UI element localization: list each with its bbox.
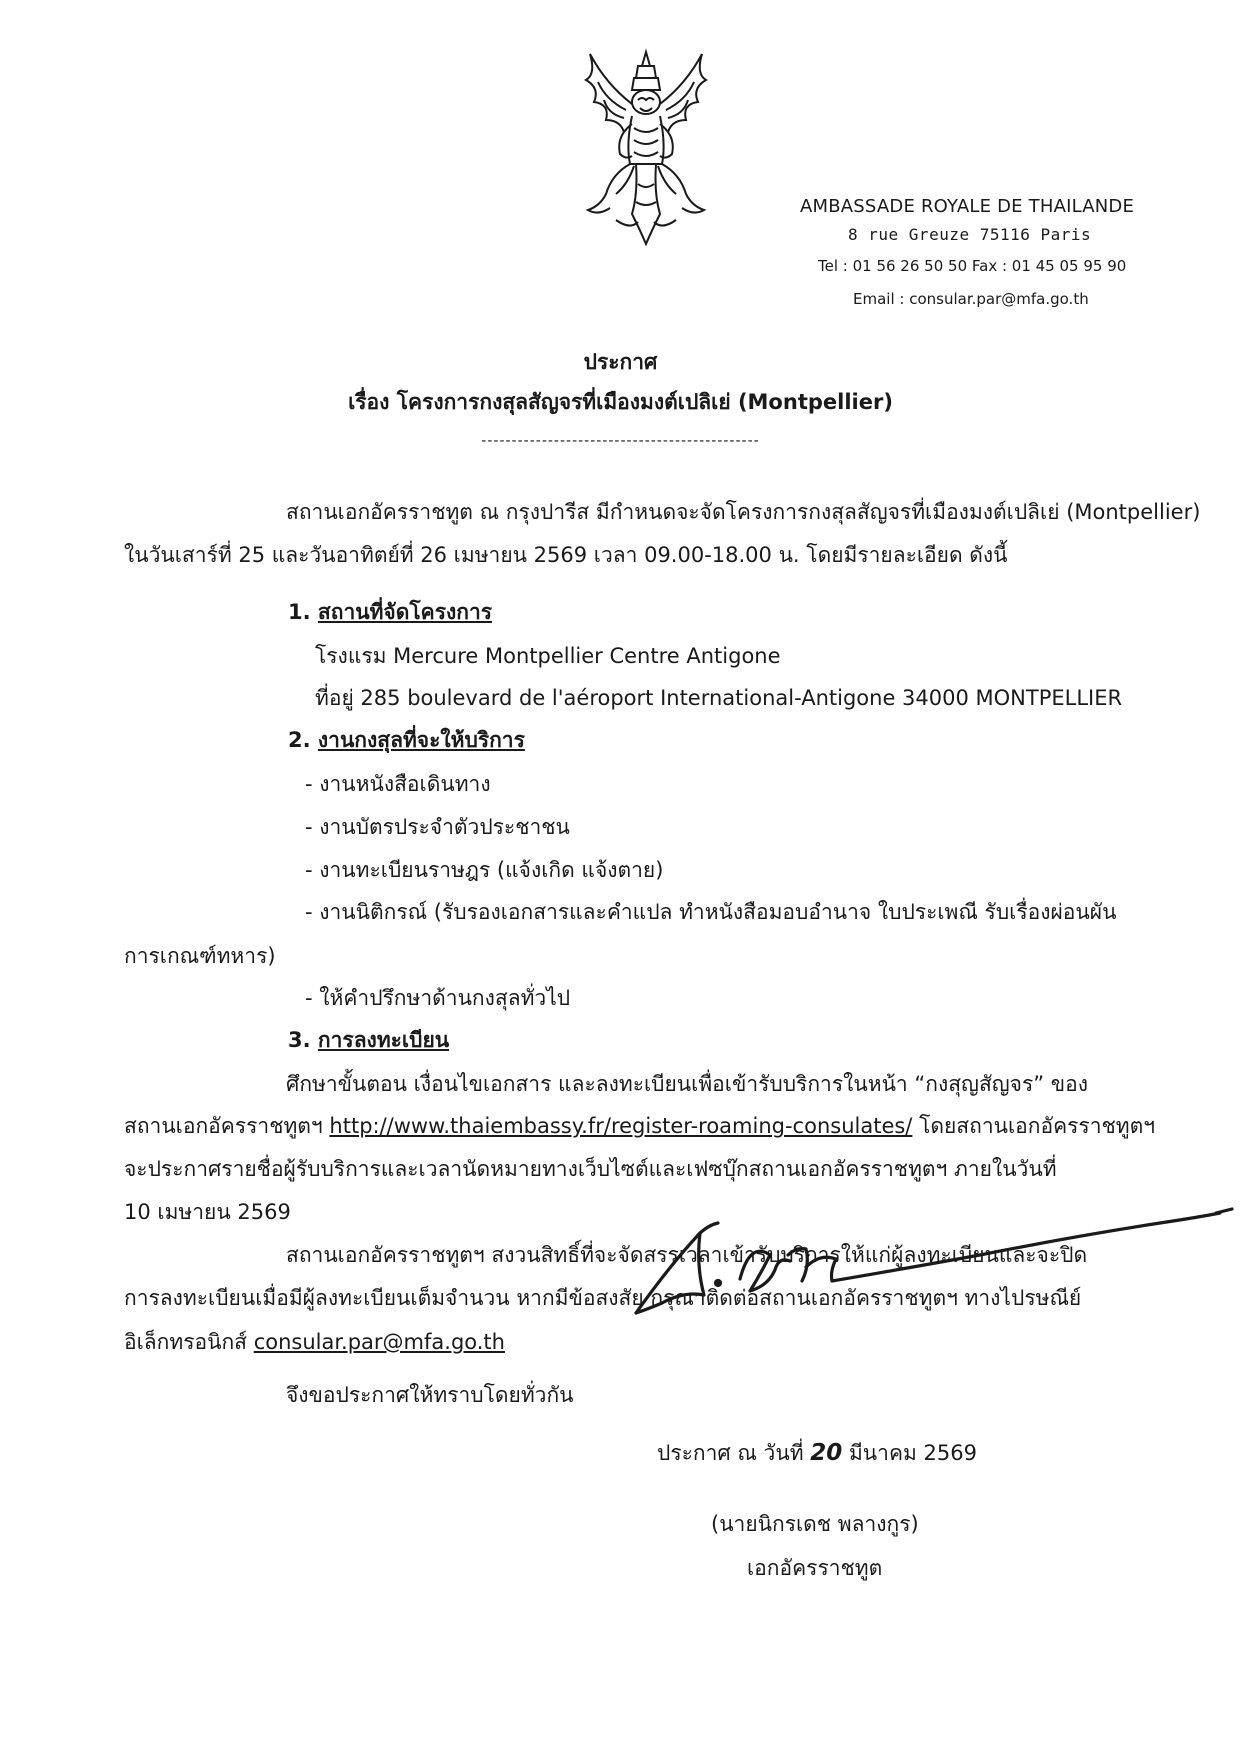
venue-address: ที่อยู่ 285 boulevard de l'aéroport International-Antigone 34000 MONTPELLIER <box>315 686 1123 710</box>
registration-line-2 <box>124 1114 1155 1139</box>
service-item-continuation: การเกณฑ์ทหาร) <box>124 944 276 968</box>
closing-line-1: สถานเอกอัครราชทูตฯ สงวนสิทธิ์ที่จะจัดสรรเวลาเข้ารับบริการให้แก่ผู้ลงทะเบียนและจะปิด <box>286 1243 1088 1267</box>
contact-email-link[interactable]: consular.par@mfa.go.th <box>253 1330 505 1354</box>
section-2-heading <box>288 728 525 753</box>
registration-line-1: ศึกษาขั้นตอน เงื่อนไขเอกสาร และลงทะเบียนเพื่อเข้ารับบริการในหน้า “กงสุญสัญจร” ของ <box>286 1072 1089 1096</box>
signatory-name: (นายนิกรเดช พลางกูร) <box>711 1512 919 1536</box>
letterhead-org: AMBASSADE ROYALE DE THAILANDE <box>800 196 1135 217</box>
date-suffix: มีนาคม 2569 <box>848 1441 977 1465</box>
handwritten-signature <box>600 1195 1241 1345</box>
section-1-number: 1. <box>288 600 311 624</box>
section-3-heading <box>288 1028 449 1053</box>
garuda-emblem <box>576 44 716 250</box>
registration-text: สถานเอกอัครราชทูตฯ <box>124 1114 323 1138</box>
announcement-subject: เรื่อง โครงการกงสุลสัญจรที่เมืองมงต์เปลิเย่ (Montpellier) <box>348 390 893 414</box>
section-3-title: การลงทะเบียน <box>317 1028 450 1052</box>
service-item: - งานหนังสือเดินทาง <box>305 772 491 796</box>
letterhead-phone: Tel : 01 56 26 50 50 Fax : 01 45 05 95 90 <box>818 257 1127 275</box>
service-item: - ให้คำปรึกษาด้านกงสุลทั่วไป <box>305 986 571 1010</box>
registration-line-3: จะประกาศรายชื่อผู้รับบริการและเวลานัดหมายทางเว็บไซต์และเฟซบุ๊กสถานเอกอัครราชทูตฯ ภายในวันที่ <box>124 1157 1057 1181</box>
announcement-date <box>657 1440 977 1468</box>
registration-link[interactable]: http://www.thaiembassy.fr/register-roaming-consulates/ <box>329 1114 913 1138</box>
registration-line-4: 10 เมษายน 2569 <box>124 1200 291 1224</box>
venue-hotel: โรงแรม Mercure Montpellier Centre Antigone <box>315 644 781 668</box>
closing-line-2: การลงทะเบียนเมื่อมีผู้ลงทะเบียนเต็มจำนวน หากมีข้อสงสัย กรุณาติดต่อสถานเอกอัครราชทูตฯ ทางไปรษณีย์ <box>124 1286 1082 1310</box>
section-1-heading <box>288 600 492 625</box>
intro-line-2: ในวันเสาร์ที่ 25 และวันอาทิตย์ที่ 26 เมษายน 2569 เวลา 09.00-18.00 น. โดยมีรายละเอียด ดังนี้ <box>124 543 1008 567</box>
intro-line-1: สถานเอกอัครราชทูต ณ กรุงปารีส มีกำหนดจะจัดโครงการกงสุลสัญจรที่เมืองมงต์เปลิเย่ (Montpellier) <box>286 500 1201 524</box>
date-day-handwritten: 20 <box>810 1440 843 1466</box>
registration-text: โดยสถานเอกอัครราชทูตฯ <box>919 1114 1156 1138</box>
letterhead-address: 8 rue Greuze 75116 Paris <box>848 225 1092 244</box>
section-2-title: งานกงสุลที่จะให้บริการ <box>317 728 525 752</box>
service-item: - งานบัตรประจำตัวประชาชน <box>305 815 570 839</box>
letterhead-email: Email : consular.par@mfa.go.th <box>853 290 1089 308</box>
heading-rule: ---------------------------------------------- <box>481 433 760 449</box>
section-1-title: สถานที่จัดโครงการ <box>317 600 493 624</box>
section-3-number: 3. <box>288 1028 311 1052</box>
signatory-title: เอกอัครราชทูต <box>747 1556 883 1580</box>
section-2-number: 2. <box>288 728 311 752</box>
date-prefix: ประกาศ ณ วันที่ <box>657 1441 804 1465</box>
service-item: - งานทะเบียนราษฎร (แจ้งเกิด แจ้งตาย) <box>305 858 664 882</box>
closing-line-3 <box>124 1330 505 1355</box>
closing-line-4: จึงขอประกาศให้ทราบโดยทั่วกัน <box>286 1383 574 1407</box>
service-item: - งานนิติกรณ์ (รับรองเอกสารและคำแปล ทำหนังสือมอบอำนาจ ใบประเพณี รับเรื่องผ่อนผัน <box>305 900 1117 924</box>
announcement-title: ประกาศ <box>583 350 658 374</box>
closing-text: อิเล็กทรอนิกส์ <box>124 1330 247 1354</box>
